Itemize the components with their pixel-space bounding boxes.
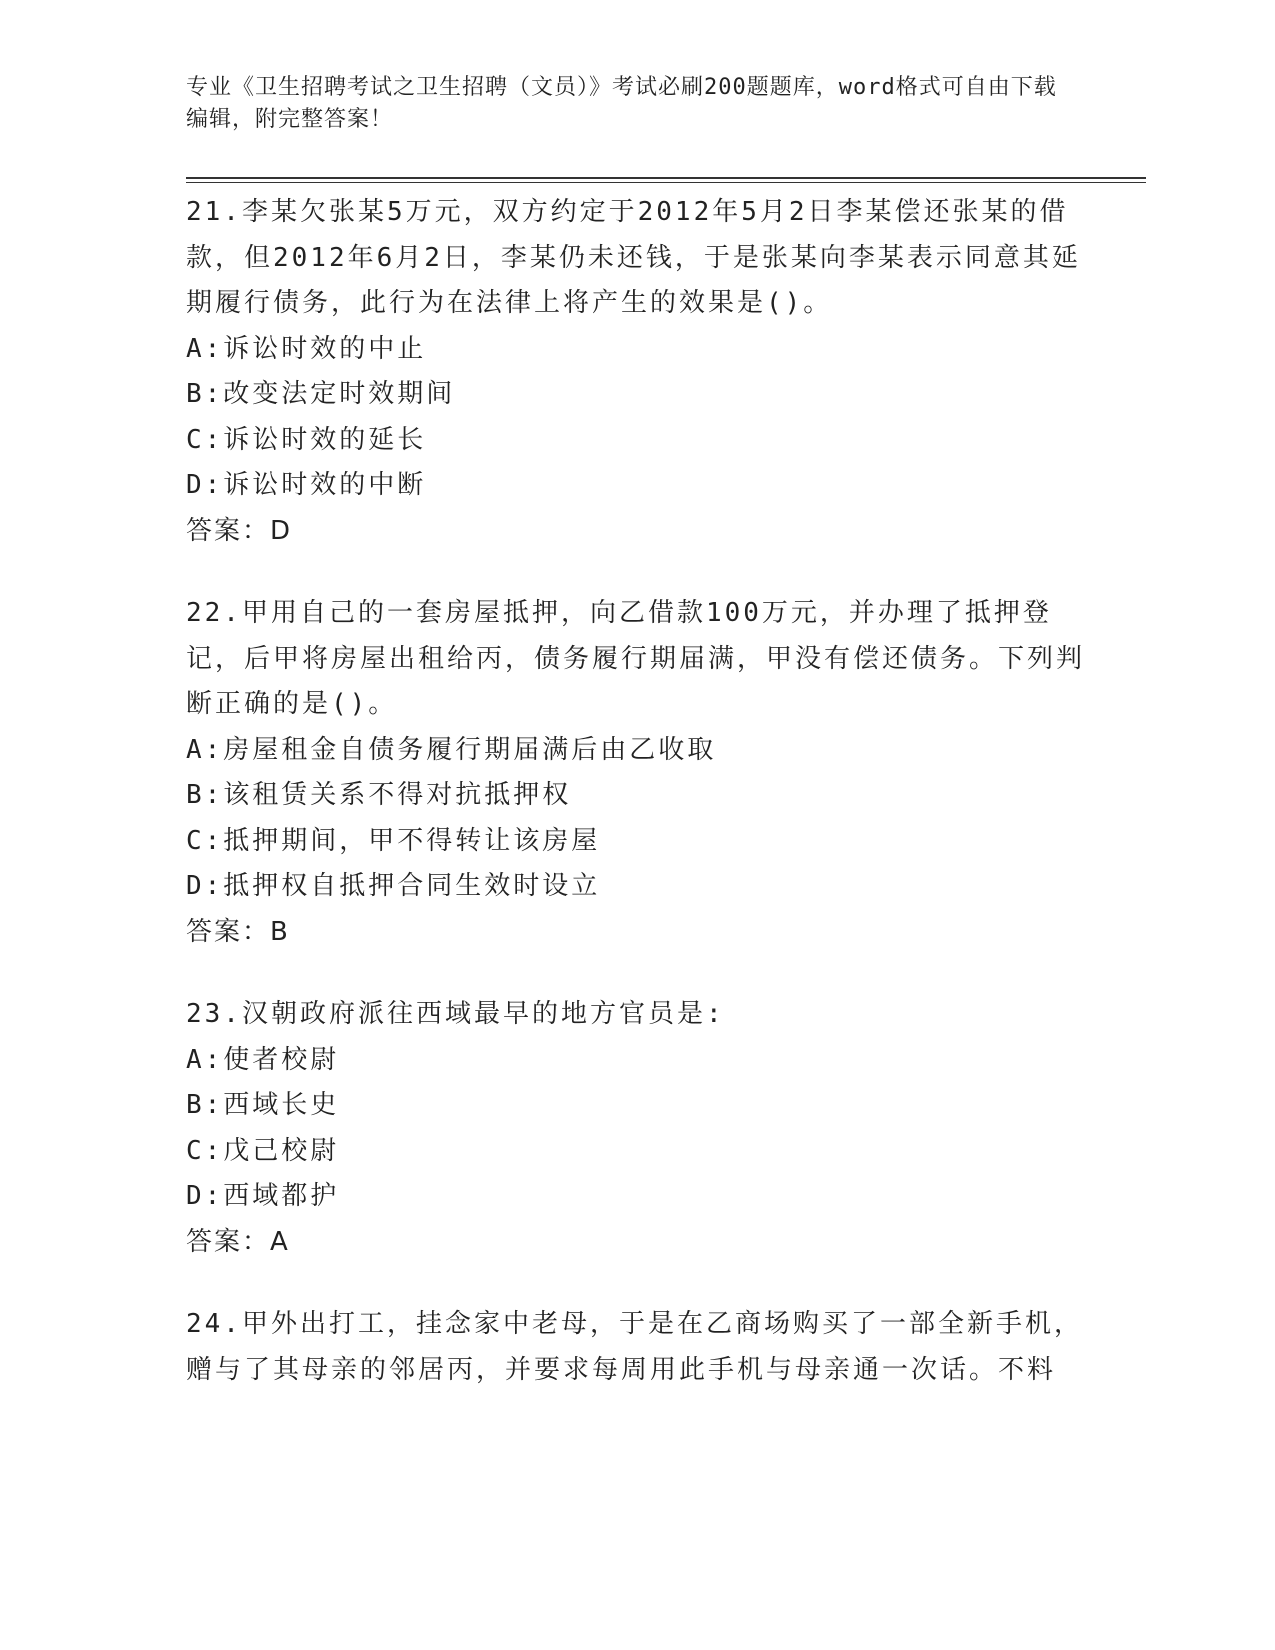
answer-line: 答案：B <box>186 916 290 947</box>
option-b: B:该租赁关系不得对抗抵押权 <box>186 780 572 810</box>
question-22 <box>186 591 1086 955</box>
option-d: D:西域都护 <box>186 1181 340 1211</box>
option-a: A:使者校尉 <box>186 1044 340 1075</box>
option-c: C:诉讼时效的延长 <box>186 424 427 455</box>
option-d: D:诉讼时效的中断 <box>186 470 427 500</box>
option-c: C:抵押期间，甲不得转让该房屋 <box>186 825 601 856</box>
question-stem: 24.甲外出打工，挂念家中老母，于是在乙商场购买了一部全新手机，赠与了其母亲的邻居丙，并要求每周用此手机与母亲通一次话。不料 <box>186 1309 1083 1385</box>
question-list <box>186 190 1086 1430</box>
header-rule-thick <box>186 177 1146 179</box>
option-a: A:诉讼时效的中止 <box>186 333 427 364</box>
option-d: D:抵押权自抵押合同生效时设立 <box>186 871 601 901</box>
question-stem: 21.李某欠张某5万元，双方约定于2012年5月2日李某偿还张某的借款，但2012年6月2日，李某仍未还钱，于是张某向李某表示同意其延期履行债务，此行为在法律上将产生的效果是()。 <box>186 197 1081 318</box>
question-stem: 23.汉朝政府派往西域最早的地方官员是: <box>186 999 725 1029</box>
question-stem: 22.甲用自己的一套房屋抵押，向乙借款100万元，并办理了抵押登记，后甲将房屋出租给丙，债务履行期届满，甲没有偿还债务。下列判断正确的是()。 <box>186 598 1086 719</box>
option-b: B:改变法定时效期间 <box>186 379 456 409</box>
question-23 <box>186 992 1086 1265</box>
option-a: A:房屋租金自债务履行期届满后由乙收取 <box>186 734 717 765</box>
question-24 <box>186 1302 1086 1393</box>
option-c: C:戊己校尉 <box>186 1135 340 1166</box>
header-rule-thin <box>186 182 1146 183</box>
document-header <box>186 72 1066 136</box>
answer-line: 答案：D <box>186 515 293 546</box>
option-b: B:西域长史 <box>186 1090 340 1120</box>
question-21 <box>186 190 1086 554</box>
answer-line: 答案：A <box>186 1226 290 1257</box>
document-title: 专业《卫生招聘考试之卫生招聘（文员）》考试必刷200题题库，word格式可自由下载编辑，附完整答案！ <box>186 75 1057 132</box>
